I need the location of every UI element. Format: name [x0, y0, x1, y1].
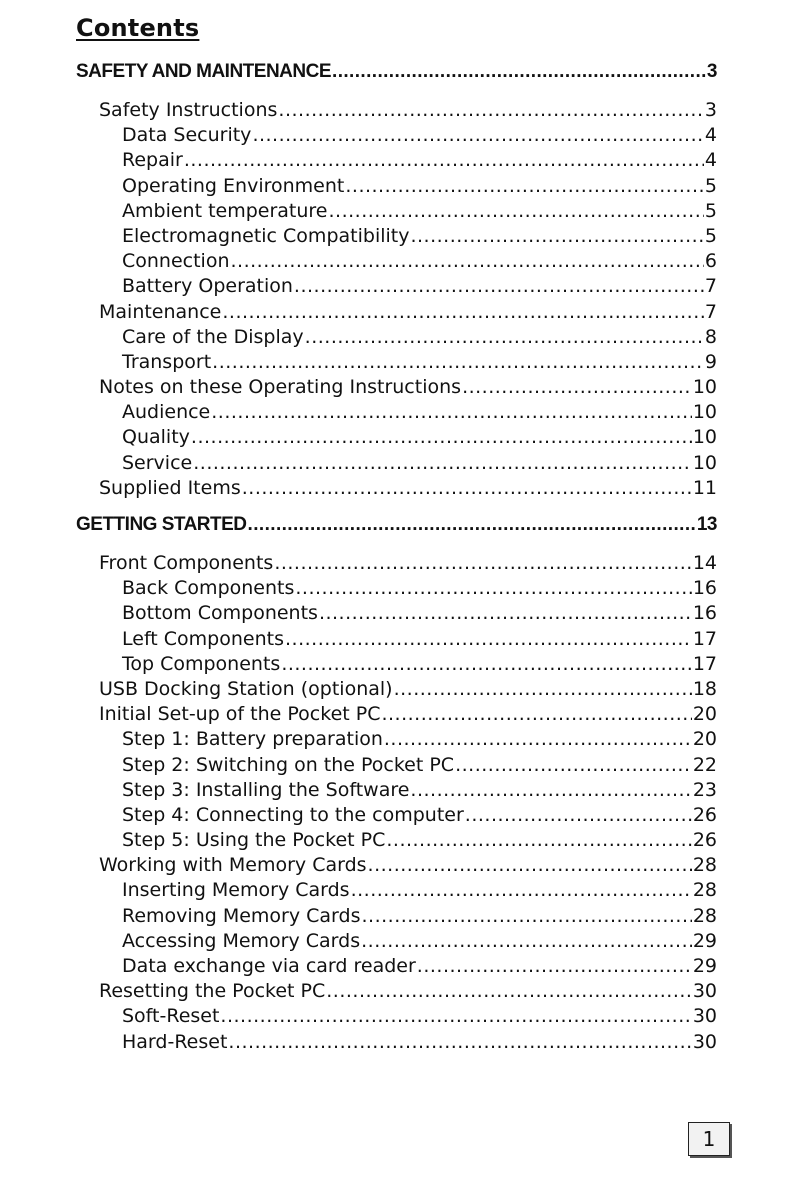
toc-page-number: 18: [692, 677, 717, 700]
toc-page-number: 14: [692, 552, 717, 574]
toc-page-number: 3: [704, 99, 717, 121]
toc-entry-label: Connection: [122, 250, 230, 273]
dot-leader: [220, 1004, 691, 1029]
toc-page-number: 29: [692, 955, 717, 977]
toc-subentry[interactable]: [76, 929, 717, 954]
toc-entry[interactable]: [76, 476, 717, 501]
toc-entry-label: Hard-Reset: [122, 1030, 228, 1053]
dot-leader: [410, 778, 691, 803]
toc-subentry[interactable]: [76, 451, 717, 476]
toc-entry-label: Left Components: [122, 627, 284, 650]
toc-page-number: 30: [692, 1005, 717, 1028]
toc-entry[interactable]: [76, 551, 717, 576]
toc-page-number: 22: [692, 753, 717, 776]
toc-page-number: 5: [704, 224, 717, 247]
toc-page-number: 28: [692, 854, 717, 877]
toc-subentry[interactable]: [76, 224, 717, 249]
toc-entry-label: Step 3: Installing the Software: [122, 778, 410, 801]
dot-leader: [294, 274, 704, 299]
dot-leader: [252, 123, 703, 148]
toc-subentry[interactable]: [76, 1030, 717, 1055]
toc-entry-label: Safety Instructions: [99, 99, 278, 121]
toc-page-number: 20: [692, 703, 717, 726]
toc-entry-label: Working with Memory Cards: [99, 854, 367, 877]
toc-subentry[interactable]: [76, 249, 717, 274]
toc-subentry[interactable]: [76, 954, 717, 979]
toc-page-number: 4: [704, 149, 717, 172]
dot-leader: [368, 853, 692, 878]
toc-subentry[interactable]: [76, 627, 717, 652]
toc-entry-label: Step 2: Switching on the Pocket PC: [122, 753, 455, 776]
toc-subentry[interactable]: [76, 652, 717, 677]
toc-page-number: 6: [704, 250, 717, 273]
toc-entry-label: Service: [122, 451, 193, 474]
dot-leader: [394, 677, 692, 702]
toc-subentry[interactable]: [76, 274, 717, 299]
dot-leader: [242, 476, 692, 501]
toc-entry-label: Resetting the Pocket PC: [99, 980, 326, 1003]
toc-page-number: 17: [692, 652, 717, 675]
toc-subentry[interactable]: [76, 778, 717, 803]
toc-page-number: 28: [692, 904, 717, 927]
dot-leader: [465, 803, 692, 828]
toc-page-number: 4: [704, 124, 717, 147]
dot-leader: [417, 954, 692, 979]
toc-entry-label: Maintenance: [99, 300, 222, 323]
toc-subentry[interactable]: [76, 576, 717, 601]
toc-subentry[interactable]: [76, 878, 717, 903]
dot-leader: [332, 58, 706, 86]
toc-entry-label: Accessing Memory Cards: [122, 929, 361, 952]
toc-page-number: 23: [692, 778, 717, 801]
dot-leader: [248, 511, 696, 539]
dot-leader: [329, 199, 704, 224]
dot-leader: [193, 451, 692, 476]
dot-leader: [381, 702, 691, 727]
page-title: Contents: [76, 14, 200, 42]
toc-entry-label: Bottom Components: [122, 602, 318, 625]
toc-subentry[interactable]: [76, 727, 717, 752]
toc-entry-label: Audience: [122, 401, 211, 424]
toc-page-number: 26: [692, 829, 717, 852]
toc-entry[interactable]: [76, 98, 717, 123]
toc-page-number: 30: [692, 1030, 717, 1053]
table-of-contents: [76, 58, 717, 1055]
toc-subentry[interactable]: [76, 350, 717, 375]
toc-entry[interactable]: [76, 375, 717, 400]
dot-leader: [285, 627, 692, 652]
dot-leader: [351, 878, 692, 903]
toc-page-number: 11: [692, 476, 717, 499]
toc-entry-label: Back Components: [122, 577, 295, 600]
dot-leader: [362, 904, 692, 929]
toc-page-number: 16: [692, 577, 717, 600]
toc-subentry[interactable]: [76, 828, 717, 853]
toc-chapter-entry[interactable]: [76, 511, 717, 539]
toc-page-number: 28: [692, 879, 717, 902]
toc-entry-label: Notes on these Operating Instructions: [99, 376, 462, 399]
toc-subentry[interactable]: [76, 425, 717, 450]
dot-leader: [274, 551, 692, 576]
toc-entry-label: Supplied Items: [99, 476, 241, 499]
toc-entry-label: Battery Operation: [122, 275, 293, 298]
toc-entry[interactable]: [76, 300, 717, 325]
dot-leader: [361, 929, 692, 954]
toc-page-number: 10: [692, 426, 717, 449]
toc-page-number: 10: [692, 451, 717, 474]
toc-section: [76, 501, 717, 1055]
dot-leader: [345, 174, 704, 199]
toc-entry-label: Step 1: Battery preparation: [122, 728, 383, 751]
toc-subentry[interactable]: [76, 904, 717, 929]
toc-page-number: 5: [704, 174, 717, 197]
toc-subentry[interactable]: [76, 148, 717, 173]
dot-leader: [386, 828, 691, 853]
dot-leader: [455, 753, 692, 778]
toc-chapter-title: SAFETY AND MAINTENANCE: [76, 61, 332, 82]
toc-entry-label: Front Components: [99, 552, 274, 574]
toc-entry-label: Operating Environment: [122, 174, 345, 197]
toc-entry-label: Soft-Reset: [122, 1005, 220, 1028]
toc-entry-label: Initial Set-up of the Pocket PC: [99, 703, 381, 726]
toc-entry-label: Care of the Display: [122, 325, 304, 348]
toc-subentry[interactable]: [76, 400, 717, 425]
toc-entry-label: Ambient temperature: [122, 199, 328, 222]
toc-page-number: 20: [692, 728, 717, 751]
toc-subentry[interactable]: [76, 174, 717, 199]
toc-entry[interactable]: [76, 677, 717, 702]
toc-entry-label: Repair: [122, 149, 183, 172]
page-number: 1: [688, 1122, 730, 1156]
toc-entry-label: Data Security: [122, 124, 252, 147]
toc-subentry[interactable]: [76, 123, 717, 148]
dot-leader: [231, 249, 704, 274]
dot-leader: [410, 224, 703, 249]
toc-entry-label: Removing Memory Cards: [122, 904, 361, 927]
dot-leader: [222, 300, 704, 325]
toc-subentry[interactable]: [76, 753, 717, 778]
toc-entry-label: Inserting Memory Cards: [122, 879, 350, 902]
toc-page-number: 5: [704, 199, 717, 222]
dot-leader: [211, 400, 692, 425]
toc-page-number: 7: [704, 275, 717, 298]
dot-leader: [384, 727, 692, 752]
toc-page-number: 3: [706, 61, 717, 82]
toc-entry-label: Transport: [122, 350, 212, 373]
toc-subentry[interactable]: [76, 325, 717, 350]
toc-subentry[interactable]: [76, 1004, 717, 1029]
toc-page-number: 13: [696, 514, 717, 535]
toc-page-number: 10: [692, 401, 717, 424]
dot-leader: [278, 98, 704, 123]
dot-leader: [295, 576, 691, 601]
toc-entry-label: USB Docking Station (optional): [99, 677, 393, 700]
toc-page-number: 9: [704, 350, 717, 373]
toc-page-number: 30: [692, 980, 717, 1003]
toc-entry-label: Electromagnetic Compatibility: [122, 224, 410, 247]
toc-page-number: 10: [692, 376, 717, 399]
dot-leader: [212, 350, 704, 375]
dot-leader: [326, 979, 692, 1004]
dot-leader: [319, 601, 692, 626]
dot-leader: [462, 375, 692, 400]
dot-leader: [191, 425, 692, 450]
toc-entry[interactable]: [76, 979, 717, 1004]
toc-subentry[interactable]: [76, 601, 717, 626]
toc-subentry[interactable]: [76, 803, 717, 828]
toc-page-number: 16: [692, 602, 717, 625]
toc-entry[interactable]: [76, 853, 717, 878]
toc-page-number: 17: [692, 627, 717, 650]
toc-chapter-title: GETTING STARTED: [76, 514, 247, 535]
toc-page-number: 29: [692, 929, 717, 952]
toc-page-number: 26: [692, 803, 717, 826]
toc-entry[interactable]: [76, 702, 717, 727]
toc-page-number: 7: [704, 300, 717, 323]
toc-section: [76, 58, 717, 501]
toc-entry-label: Top Components: [122, 652, 281, 675]
toc-entry-label: Quality: [122, 426, 190, 449]
dot-leader: [184, 148, 704, 173]
toc-chapter-entry[interactable]: [76, 58, 717, 86]
dot-leader: [281, 652, 692, 677]
toc-subentry[interactable]: [76, 199, 717, 224]
dot-leader: [228, 1030, 691, 1055]
toc-entry-label: Step 5: Using the Pocket PC: [122, 829, 386, 852]
dot-leader: [305, 325, 704, 350]
toc-page-number: 8: [704, 325, 717, 348]
toc-entry-label: Data exchange via card reader: [122, 955, 416, 977]
toc-entry-label: Step 4: Connecting to the computer: [122, 803, 464, 826]
